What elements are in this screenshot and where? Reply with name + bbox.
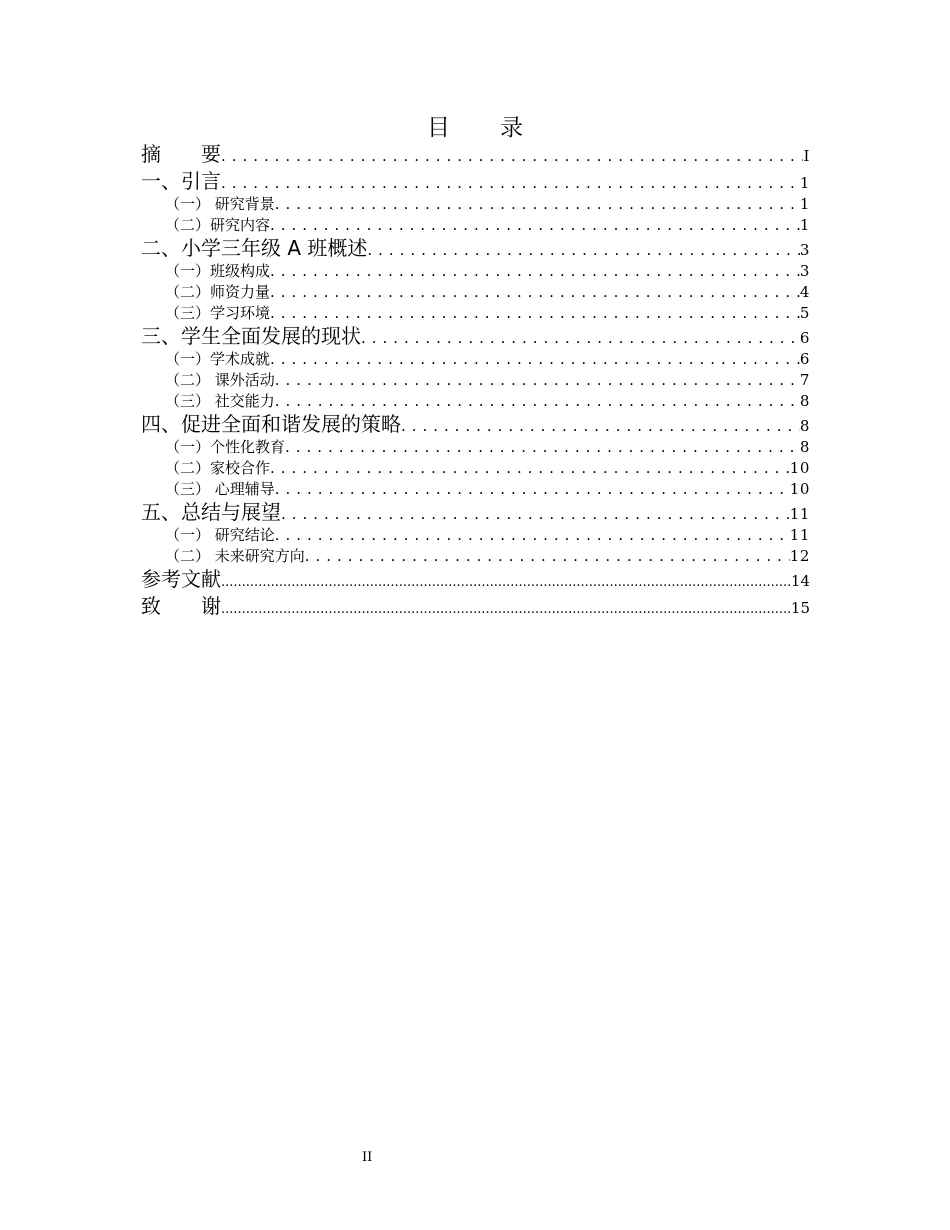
toc-entry-section-2-3[interactable] <box>141 303 810 324</box>
toc-entry-label: （二）研究内容 <box>165 216 271 234</box>
toc-entry-label: （三） 社交能力 <box>165 392 275 410</box>
toc-title <box>0 112 950 144</box>
toc-entry-label: 二、小学三年级 A 班概述 <box>141 236 368 260</box>
dot-leader <box>275 479 790 500</box>
toc-entry-label: 致 谢 <box>141 594 221 618</box>
dot-leader <box>285 437 800 458</box>
toc-entry-page: 12 <box>789 547 810 565</box>
toc-entry-label: （三）学习环境 <box>165 304 271 322</box>
dot-leader <box>221 569 791 595</box>
toc-entry-label: 三、学生全面发展的现状 <box>141 324 361 348</box>
toc-entry-page: 1 <box>799 216 810 234</box>
toc-entry-label: 参考文献 <box>141 567 221 591</box>
toc-entry-label: （一）班级构成 <box>165 262 271 280</box>
dot-leader <box>275 525 790 546</box>
dot-leader <box>305 546 790 567</box>
toc-entry-label: 四、促进全面和谐发展的策略 <box>141 412 401 436</box>
toc-entry-section-4[interactable] <box>141 412 810 437</box>
toc-entry-page: 1 <box>799 174 810 192</box>
toc-entry-section-4-3[interactable] <box>141 479 810 500</box>
toc-entry-page: 4 <box>799 283 810 301</box>
toc-entry-section-1-1[interactable] <box>141 194 810 215</box>
toc-entry-label: （三） 心理辅导 <box>165 480 275 498</box>
toc-entry-label: （一） 研究背景 <box>165 195 275 213</box>
dot-leader <box>221 171 800 196</box>
dot-leader <box>270 261 800 282</box>
toc-entry-section-1[interactable] <box>141 169 810 194</box>
toc-entry-page: 1 <box>799 195 810 213</box>
dot-leader <box>361 326 800 351</box>
toc-entry-section-5-2[interactable] <box>141 546 810 567</box>
dot-leader <box>270 303 800 324</box>
toc-entry-label: 一、引言 <box>141 169 221 193</box>
toc-entry-label: 五、总结与展望 <box>141 500 281 524</box>
toc-entry-page: 3 <box>799 262 810 280</box>
toc-entry-section-3-1[interactable] <box>141 349 810 370</box>
toc-entry-page: 6 <box>799 350 810 368</box>
toc-entry-acknowledgements[interactable] <box>141 594 810 619</box>
dot-leader <box>270 458 790 479</box>
toc-entry-section-2-2[interactable] <box>141 282 810 303</box>
toc-entry-page: 10 <box>789 459 810 477</box>
toc-entry-page: 3 <box>799 241 810 259</box>
toc-title-char-2: 录 <box>500 115 523 141</box>
dot-leader <box>275 370 800 391</box>
toc-entry-label: （二） 未来研究方向 <box>165 547 305 565</box>
dot-leader <box>281 502 790 527</box>
toc-entry-references[interactable] <box>141 567 810 592</box>
dot-leader <box>221 596 791 622</box>
toc-entry-abstract[interactable] <box>141 142 810 167</box>
toc-entry-section-2[interactable] <box>141 236 810 261</box>
dot-leader <box>270 215 800 236</box>
toc-entry-page: 8 <box>799 438 810 456</box>
toc-entry-page: 11 <box>789 526 810 544</box>
footer-page-number: II <box>362 1150 373 1165</box>
toc-entry-section-3-2[interactable] <box>141 370 810 391</box>
toc-entry-label: 摘 要 <box>141 142 221 166</box>
toc-entry-page: 7 <box>799 371 810 389</box>
toc-entry-page: 10 <box>789 480 810 498</box>
toc-entry-page: I <box>803 147 810 165</box>
table-of-contents <box>141 142 810 619</box>
toc-entry-label: （一）学术成就 <box>165 350 271 368</box>
toc-entry-section-2-1[interactable] <box>141 261 810 282</box>
toc-entry-section-4-1[interactable] <box>141 437 810 458</box>
toc-entry-page: 6 <box>799 329 810 347</box>
toc-entry-label: （二） 课外活动 <box>165 371 275 389</box>
toc-entry-section-3[interactable] <box>141 324 810 349</box>
toc-entry-label: （一） 研究结论 <box>165 526 275 544</box>
dot-leader <box>221 144 803 169</box>
toc-entry-page: 15 <box>790 599 810 617</box>
toc-entry-section-1-2[interactable] <box>141 215 810 236</box>
dot-leader <box>275 194 800 215</box>
toc-entry-label: （二）家校合作 <box>165 459 271 477</box>
dot-leader <box>401 414 800 439</box>
toc-entry-page: 8 <box>799 392 810 410</box>
toc-entry-label: （二）师资力量 <box>165 283 271 301</box>
dot-leader <box>367 238 799 263</box>
toc-entry-page: 14 <box>790 572 810 590</box>
toc-title-char-1: 目 <box>427 115 450 141</box>
toc-entry-page: 11 <box>789 505 810 523</box>
toc-entry-section-3-3[interactable] <box>141 391 810 412</box>
toc-entry-section-5-1[interactable] <box>141 525 810 546</box>
dot-leader <box>270 282 800 303</box>
dot-leader <box>270 349 800 370</box>
toc-entry-section-5[interactable] <box>141 500 810 525</box>
toc-entry-section-4-2[interactable] <box>141 458 810 479</box>
toc-entry-page: 8 <box>799 417 810 435</box>
dot-leader <box>275 391 800 412</box>
toc-entry-label: （一）个性化教育 <box>165 438 286 456</box>
toc-entry-page: 5 <box>799 304 810 322</box>
